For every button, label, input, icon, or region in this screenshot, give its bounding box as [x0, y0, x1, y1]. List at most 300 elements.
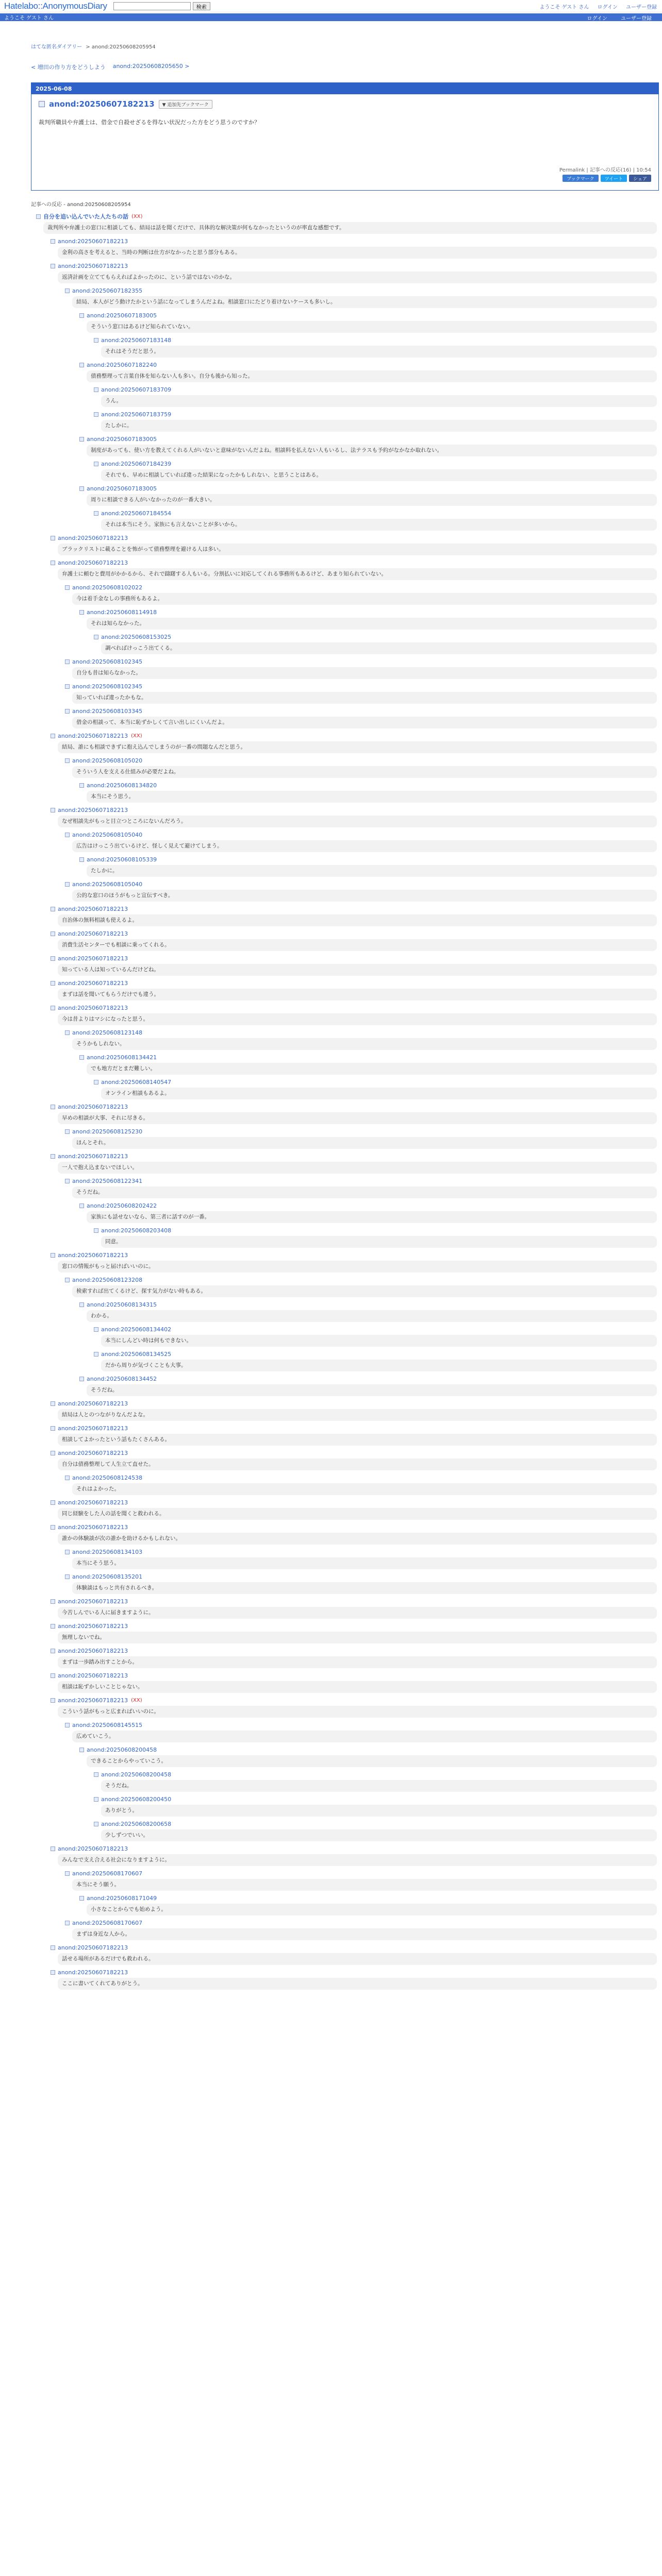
reply-header — [79, 1893, 659, 1903]
entry-icon — [65, 684, 70, 689]
reply-body: 本当にそう思う。 — [87, 791, 657, 803]
reply-link[interactable]: anond:20250607184239 — [101, 460, 172, 467]
reply-body: 裁判所や弁護士の窓口に相談しても、結局は話を聞くだけで、具体的な解決策が何もなかったというのが率直な感想です。 — [43, 222, 657, 234]
entry-icon — [51, 1970, 55, 1975]
reply-body: うん。 — [101, 395, 657, 407]
reply-link[interactable]: anond:20250608122341 — [72, 1177, 143, 1184]
reply-body: まずは話を聞いてもらうだけでも違う。 — [58, 989, 657, 1001]
entry-icon — [51, 907, 55, 911]
reply-body: 無理しないでね。 — [58, 1632, 657, 1643]
facebook-share-button[interactable]: シェア — [629, 175, 651, 182]
reply-body: 窓口の情報がもっと届けばいいのに。 — [58, 1261, 657, 1273]
reply-body: そうだね。 — [87, 1384, 657, 1396]
reply-link[interactable]: anond:20250607182213 — [58, 534, 128, 541]
breadcrumb-home[interactable]: はてな匿名ダイアリー — [31, 44, 82, 50]
site-logo[interactable]: Hatelabo::AnonymousDiary — [4, 1, 107, 11]
reply-link[interactable]: anond:20250608105339 — [87, 856, 157, 863]
reply-body: そうだね。 — [72, 1187, 657, 1198]
reply-link[interactable]: anond:20250608134452 — [87, 1375, 157, 1382]
reply-link[interactable]: anond:20250608203408 — [101, 1227, 172, 1234]
entry-icon — [94, 1327, 98, 1332]
entry-icon — [79, 783, 84, 788]
reply-link[interactable]: anond:20250608153025 — [101, 633, 172, 640]
reply-link[interactable]: anond:20250607183005 — [87, 485, 157, 492]
entry-icon — [79, 857, 84, 862]
reply-link[interactable]: anond:20250608135201 — [72, 1573, 143, 1580]
breadcrumb-current: anond:20250608205954 — [91, 44, 156, 50]
reply-link[interactable]: anond:20250608134315 — [87, 1301, 157, 1308]
reply-link[interactable]: anond:20250607182213 — [58, 1672, 128, 1679]
reply-link[interactable]: anond:20250608102345 — [72, 658, 143, 665]
day-section — [31, 82, 659, 191]
add-bookmark-button[interactable]: ▼ 追加先ブックマーク — [159, 100, 212, 109]
refs-header: 記事への反応 - anond:20250608205954 — [31, 202, 131, 208]
entry-icon — [51, 931, 55, 936]
reply-header — [51, 1670, 659, 1681]
entry-icon — [65, 1129, 70, 1134]
reply-header — [51, 1151, 659, 1161]
entry-icon — [51, 1599, 55, 1604]
reply-link[interactable]: anond:20250608170607 — [72, 1870, 143, 1877]
reply-body: そういう人を支える仕組みが必要だよね。 — [72, 766, 657, 778]
reply-link[interactable]: anond:20250608134820 — [87, 782, 157, 789]
entry-icon — [51, 1649, 55, 1653]
reply-header — [65, 1918, 659, 1928]
reply-header — [51, 1522, 659, 1532]
reply-link[interactable]: 自分を追い込んでいた人たちの話 — [43, 213, 128, 220]
reply-body: 借金の相談って、本当に恥ずかしくて言い出しにくいんだよ。 — [72, 717, 657, 728]
reply-body: 調べればけっこう出てくる。 — [101, 642, 657, 654]
reply-body: そういう窓口はあるけど知られていない。 — [87, 321, 657, 333]
reply-link[interactable]: anond:20250607182213 — [58, 1622, 128, 1630]
reply-link[interactable]: anond:20250608200458 — [87, 1746, 157, 1753]
reply-header — [65, 1275, 659, 1285]
reply-link[interactable]: anond:20250607182213 — [58, 1523, 128, 1531]
reply-header — [79, 310, 659, 320]
reply-header — [36, 211, 659, 222]
entry-icon — [51, 734, 55, 738]
top-link[interactable]: ログイン — [597, 5, 618, 10]
reply-header — [65, 1126, 659, 1137]
reply-link[interactable]: anond:20250608171049 — [87, 1894, 157, 1902]
reply-header — [51, 1398, 659, 1409]
reply-header — [94, 459, 659, 469]
reply-header — [51, 236, 659, 246]
reply-link[interactable]: anond:20250608134525 — [101, 1350, 172, 1358]
reply-link[interactable]: anond:20250607182213 — [58, 1004, 128, 1011]
reply-header — [51, 261, 659, 271]
entry-icon — [79, 1748, 84, 1752]
search-input[interactable] — [113, 2, 191, 10]
reply-header — [65, 1472, 659, 1483]
reply-body: 家族にも話せないなら、第三者に話すのが一番。 — [87, 1211, 657, 1223]
entry-icon — [51, 1673, 55, 1678]
reply-link[interactable]: anond:20250608124538 — [72, 1474, 143, 1481]
reply-link[interactable]: anond:20250608145515 — [72, 1721, 143, 1728]
reply-link[interactable]: anond:20250608140547 — [101, 1078, 172, 1086]
reply-link[interactable]: anond:20250607183005 — [87, 312, 157, 319]
login-link[interactable]: ログイン — [587, 16, 607, 22]
entry-icon — [65, 1723, 70, 1727]
reply-link[interactable]: anond:20250608114918 — [87, 608, 157, 616]
site-header — [0, 0, 662, 12]
entry-icon — [51, 561, 55, 565]
reply-link[interactable]: anond:20250608102345 — [72, 683, 143, 690]
reply-link[interactable]: anond:20250608102022 — [72, 584, 143, 591]
reply-header — [79, 854, 659, 865]
entry-icon — [94, 1772, 98, 1777]
reply-link[interactable]: anond:20250608134421 — [87, 1054, 157, 1061]
entry-icon — [51, 1698, 55, 1703]
entry-icon — [79, 1896, 84, 1901]
reply-header — [65, 1547, 659, 1557]
reply-tree — [31, 211, 659, 2576]
entry-icon — [94, 1352, 98, 1357]
reply-link[interactable]: anond:20250608202422 — [87, 1202, 157, 1209]
reply-header — [79, 607, 659, 617]
reply-link[interactable]: anond:20250608134402 — [101, 1326, 172, 1333]
reply-body: 本当にしんどい時は何もできない。 — [101, 1335, 657, 1347]
reply-body: 今は昔よりはマシになったと思う。 — [58, 1013, 657, 1025]
entry-icon — [51, 1154, 55, 1159]
reply-link[interactable]: anond:20250607182213 — [58, 238, 128, 245]
reply-link[interactable]: anond:20250607182213 — [58, 559, 128, 566]
reply-count: (XX) — [131, 733, 142, 739]
nav-bar — [0, 13, 662, 21]
reply-link[interactable]: anond:20250607182213 — [58, 1153, 128, 1160]
reply-link[interactable]: anond:20250607182213 — [58, 1969, 128, 1976]
reply-header — [79, 1200, 659, 1211]
entry-icon — [79, 437, 84, 442]
reply-link[interactable]: anond:20250607183709 — [101, 386, 172, 393]
reply-link[interactable]: anond:20250608105040 — [72, 831, 143, 838]
entry-icon — [65, 1550, 70, 1554]
reply-header — [51, 805, 659, 815]
reply-link[interactable]: anond:20250607182213 — [58, 732, 128, 739]
reply-header — [94, 1794, 659, 1804]
reply-body: 弁護士に頼むと費用がかかるから、それで躊躇する人もいる。分割払いに対応してくれる事務所もあるけど、あまり知られていない。 — [58, 568, 657, 580]
reply-link[interactable]: anond:20250608200658 — [101, 1820, 172, 1827]
reply-header — [79, 1299, 659, 1310]
reply-header — [51, 1497, 659, 1507]
reply-header — [94, 508, 659, 518]
reply-header — [79, 780, 659, 790]
reply-body: 自分も昔は知らなかった。 — [72, 667, 657, 679]
entry-title[interactable]: anond:20250607182213 — [49, 99, 155, 109]
reply-count: (XX) — [131, 213, 143, 219]
reply-link[interactable]: anond:20250607183759 — [101, 411, 172, 418]
reply-body: 知っていれば違ったかもな。 — [72, 692, 657, 704]
reply-header — [51, 557, 659, 568]
reply-body: そうかもしれない。 — [72, 1038, 657, 1050]
entry-icon — [65, 882, 70, 887]
entry-icon — [65, 1921, 70, 1925]
reply-body: 自分は債務整理して人生立て直せた。 — [58, 1459, 657, 1470]
share-buttons — [562, 175, 651, 182]
reply-link[interactable]: anond:20250607182355 — [72, 287, 143, 294]
reply-link[interactable]: anond:20250607182213 — [58, 262, 128, 269]
reply-link[interactable]: anond:20250607182240 — [87, 361, 157, 368]
reply-body: 知っている人は知っているんだけどね。 — [58, 964, 657, 976]
reply-body: 本当にそう思う。 — [72, 1557, 657, 1569]
search-button[interactable]: 検索 — [193, 2, 210, 10]
reply-header — [79, 360, 659, 370]
entry-icon — [51, 1945, 55, 1950]
reply-header — [51, 1448, 659, 1458]
entry-icon — [79, 313, 84, 318]
reply-body: 返済計画を立ててもらえればよかったのに、という話ではないのかな。 — [58, 272, 657, 283]
reply-header — [51, 1423, 659, 1433]
reply-body: 今苦しんでいる人に届きますように。 — [58, 1607, 657, 1619]
reply-body: 話せる場所があるだけでも救われる。 — [58, 1953, 657, 1965]
reply-body: 検索すれば出てくるけど、探す気力がない時もある。 — [72, 1285, 657, 1297]
reply-link[interactable]: anond:20250608105040 — [72, 880, 143, 888]
entry-icon — [51, 808, 55, 812]
reply-link[interactable]: anond:20250608200458 — [101, 1771, 172, 1778]
reply-link[interactable]: anond:20250607182213 — [58, 1251, 128, 1259]
entry-icon — [94, 1797, 98, 1802]
reply-header — [51, 1250, 659, 1260]
reply-link[interactable]: anond:20250607182213 — [58, 1598, 128, 1605]
reply-link[interactable]: anond:20250607182213 — [58, 1944, 128, 1951]
reply-header — [51, 928, 659, 939]
reply-header — [65, 582, 659, 592]
entry-icon — [79, 486, 84, 491]
reply-header — [94, 1819, 659, 1829]
reply-body: そうだね。 — [101, 1780, 657, 1792]
reply-header — [65, 829, 659, 840]
reply-header — [51, 1843, 659, 1854]
entry-icon — [94, 462, 98, 466]
entry-icon — [51, 1426, 55, 1431]
reply-body: ブラックリストに載ることを怖がって債務整理を避ける人は多い。 — [58, 544, 657, 555]
entry-icon — [51, 956, 55, 961]
reply-body: 一人で抱え込まないでほしい。 — [58, 1162, 657, 1174]
reply-link[interactable]: anond:20250608103345 — [72, 707, 143, 715]
entry-icon — [51, 1500, 55, 1505]
entry-icon — [65, 585, 70, 590]
reply-body: 制度があっても、使い方を教えてくれる人がいないと意味がないんだよね。相談料を払えない人もいるし、法テラスも予約がなかなか取れない。 — [87, 445, 657, 456]
entry-icon — [51, 1253, 55, 1258]
entry-icon — [79, 363, 84, 367]
reply-body: 周りに相談できる人がいなかったのが一番大きい。 — [87, 494, 657, 506]
reply-link[interactable]: anond:20250607182213 — [58, 1697, 128, 1704]
entry-icon — [51, 981, 55, 986]
reply-header — [94, 384, 659, 395]
entry-icon — [94, 338, 98, 343]
reply-header — [65, 1720, 659, 1730]
reply-header — [51, 1621, 659, 1631]
reply-header — [65, 1176, 659, 1186]
reply-body: 広めていこう。 — [72, 1731, 657, 1742]
reply-header — [94, 632, 659, 642]
reply-link[interactable]: anond:20250607182213 — [58, 1647, 128, 1654]
reply-header — [65, 1027, 659, 1038]
reply-body: まずは一歩踏み出すことから。 — [58, 1656, 657, 1668]
reply-header — [65, 681, 659, 691]
reply-header — [94, 1225, 659, 1235]
entry-icon — [51, 1846, 55, 1851]
reply-header — [94, 1324, 659, 1334]
reply-header — [94, 1077, 659, 1087]
reply-header — [65, 879, 659, 889]
reply-header — [65, 656, 659, 667]
reply-body: たしかに。 — [87, 865, 657, 877]
entry-icon — [51, 1401, 55, 1406]
register-link[interactable]: ユーザー登録 — [621, 16, 652, 22]
reply-link[interactable]: anond:20250608200450 — [101, 1795, 172, 1803]
reply-header — [94, 1769, 659, 1780]
prev-entry-link[interactable]: < 増田の作り方をどうしよう — [31, 64, 106, 71]
entry-icon — [51, 264, 55, 268]
tweet-button[interactable]: ツイート — [601, 175, 627, 182]
reply-header — [51, 533, 659, 543]
reply-header — [79, 434, 659, 444]
top-links — [540, 3, 657, 10]
entry-icon — [51, 1451, 55, 1455]
reply-body: こういう話がもっと広まればいいのに。 — [58, 1706, 657, 1718]
reply-link[interactable]: anond:20250607183148 — [101, 336, 172, 344]
welcome-text: ようこそ ゲスト さん — [4, 15, 54, 21]
reply-body: ありがとう。 — [101, 1805, 657, 1817]
entry-icon — [65, 289, 70, 293]
reply-link[interactable]: anond:20250607183005 — [87, 435, 157, 443]
reply-body: 相談は恥ずかしいことじゃない。 — [58, 1681, 657, 1693]
entry — [31, 94, 658, 131]
entry-icon — [51, 1624, 55, 1629]
reply-header — [79, 483, 659, 494]
reply-link[interactable]: anond:20250607182213 — [58, 955, 128, 962]
top-link[interactable]: ユーザー登録 — [626, 5, 657, 10]
reply-link[interactable]: anond:20250607182213 — [58, 905, 128, 912]
next-entry-link[interactable]: anond:20250608205650 > — [112, 63, 190, 70]
reply-body: 誰かの体験談が次の誰かを助けるかもしれない。 — [58, 1533, 657, 1545]
reply-body: だから周りが気づくことも大事。 — [101, 1360, 657, 1371]
entry-icon — [51, 239, 55, 244]
entry-icon — [94, 1822, 98, 1826]
reply-header — [51, 731, 659, 741]
reply-link[interactable]: anond:20250608134103 — [72, 1548, 143, 1555]
reply-link[interactable]: anond:20250607182213 — [58, 806, 128, 814]
entry-meta: Permalink | 記事への反応(16) | 10:54 — [559, 167, 651, 173]
reply-header — [79, 1744, 659, 1755]
reply-header — [51, 953, 659, 963]
entry-icon — [65, 659, 70, 664]
entry-icon — [94, 635, 98, 639]
reply-header — [94, 409, 659, 419]
reply-link[interactable]: anond:20250608123208 — [72, 1276, 143, 1283]
reply-link[interactable]: anond:20250607182213 — [58, 1400, 128, 1407]
reply-body: でも地方だとまだ難しい。 — [87, 1063, 657, 1075]
reply-header — [51, 1646, 659, 1656]
reply-body: それはそうだと思う。 — [101, 346, 657, 358]
reply-body: なぜ相談先がもっと目立つところにないんだろう。 — [58, 816, 657, 827]
bookmark-share-button[interactable]: ブックマーク — [562, 175, 598, 182]
reply-header — [65, 706, 659, 716]
reply-header — [51, 1967, 659, 1977]
reply-body: できることからやっていこう。 — [87, 1755, 657, 1767]
reply-header — [51, 1101, 659, 1112]
reply-body: みんなで支え合える社会になりますように。 — [58, 1854, 657, 1866]
reply-body: 小さなことからでも始めよう。 — [87, 1904, 657, 1916]
reply-body: 相談してよかったという話もたくさんある。 — [58, 1434, 657, 1446]
reply-link[interactable]: anond:20250608105020 — [72, 757, 143, 764]
reply-body: 同じ経験をした人の話を聞くと救われる。 — [58, 1508, 657, 1520]
reply-body: それは知らなかった。 — [87, 618, 657, 630]
entry-icon — [65, 1030, 70, 1035]
reply-header — [51, 904, 659, 914]
entry-icon — [65, 833, 70, 837]
reply-body: 今は着手金なしの事務所もあるよ。 — [72, 593, 657, 605]
reply-body: 債務整理って言葉自体を知らない人も多い。自分も後から知った。 — [87, 370, 657, 382]
day-date: 2025-06-08 — [31, 83, 658, 94]
entry-icon — [51, 1006, 55, 1010]
reply-link[interactable]: anond:20250607184554 — [101, 510, 172, 517]
entry-nav — [31, 63, 190, 71]
reply-body: 結局、本人がどう動けたかという話になってしまうんだよね。相談窓口にたどり着けないケースも多いし。 — [72, 296, 657, 308]
reply-body: 早めの相談が大事、それに尽きる。 — [58, 1112, 657, 1124]
reply-body: ほんとそれ。 — [72, 1137, 657, 1149]
reply-body: 結局、誰にも相談できずに抱え込んでしまうのが一番の問題なんだと思う。 — [58, 741, 657, 753]
reply-body: それは本当にそう。家族にも言えないことが多いから。 — [101, 519, 657, 531]
reply-link[interactable]: anond:20250607182213 — [58, 1449, 128, 1456]
entry-icon — [94, 1228, 98, 1233]
reply-link[interactable]: anond:20250607182213 — [58, 930, 128, 937]
entry-icon — [65, 1278, 70, 1282]
reply-link[interactable]: anond:20250608123148 — [72, 1029, 143, 1036]
reply-body: 体験談はもっと共有されるべき。 — [72, 1582, 657, 1594]
entry-icon — [51, 536, 55, 540]
reply-link[interactable]: anond:20250607182213 — [58, 1845, 128, 1852]
reply-header — [79, 1052, 659, 1062]
reply-header — [65, 755, 659, 766]
reply-body: ここに書いてくれてありがとう。 — [58, 1978, 657, 1990]
reply-body: それはよかった。 — [72, 1483, 657, 1495]
reply-body: 金利の高さを考えると、当時の判断は仕方がなかったと思う部分もある。 — [58, 247, 657, 259]
reply-body: 本当にそう願う。 — [72, 1879, 657, 1891]
entry-icon — [94, 387, 98, 392]
entry-icon — [65, 1574, 70, 1579]
reply-link[interactable]: anond:20250608170607 — [72, 1919, 143, 1926]
reply-link[interactable]: anond:20250607182213 — [58, 1103, 128, 1110]
reply-link[interactable]: anond:20250607182213 — [58, 1425, 128, 1432]
entry-icon — [51, 1525, 55, 1530]
breadcrumb: はてな匿名ダイアリー > anond:20250608205954 — [31, 44, 156, 50]
reply-header — [51, 1695, 659, 1705]
entry-body: 裁判所職員や弁護士は、借金で自殺せざるを得ない状況だった方をどう思うのですか？ — [39, 119, 260, 126]
reply-header — [51, 1003, 659, 1013]
reply-body: 消費生活センターでも相談に乗ってくれる。 — [58, 939, 657, 951]
entry-icon — [79, 1377, 84, 1381]
reply-link[interactable]: anond:20250607182213 — [58, 1499, 128, 1506]
entry-icon — [51, 1105, 55, 1109]
reply-body: まずは身近な人から。 — [72, 1928, 657, 1940]
reply-header — [51, 1942, 659, 1953]
reply-body: たしかに。 — [101, 420, 657, 432]
entry-icon — [94, 511, 98, 516]
top-link[interactable]: ようこそ ゲスト さん — [539, 5, 589, 10]
reply-link[interactable]: anond:20250608125230 — [72, 1128, 143, 1135]
reply-body: 公的な窓口のほうがもっと宣伝すべき。 — [72, 890, 657, 902]
reply-header — [65, 285, 659, 296]
entry-icon — [36, 214, 41, 219]
reply-link[interactable]: anond:20250607182213 — [58, 979, 128, 987]
entry-icon — [94, 1080, 98, 1084]
reply-body: わかる。 — [87, 1310, 657, 1322]
entry-title-row — [39, 99, 651, 109]
reply-body: 自治体の無料相談も使えるよ。 — [58, 914, 657, 926]
reply-header — [79, 1374, 659, 1384]
